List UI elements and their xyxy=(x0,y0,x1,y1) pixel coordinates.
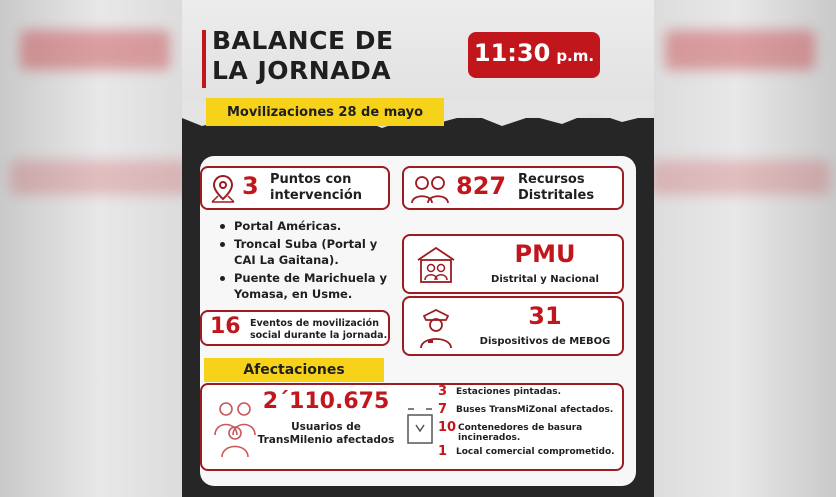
puntos-number: 3 xyxy=(242,172,259,200)
eventos-number: 16 xyxy=(210,314,241,339)
usuarios-label-line: Usuarios de xyxy=(291,421,361,433)
list-item xyxy=(438,422,622,446)
pmu-title: PMU xyxy=(514,240,576,268)
list-item: Puente de Marichuela y Yomasa, en Usme. xyxy=(220,270,390,302)
item-text: Local comercial comprometido. xyxy=(456,447,615,457)
list-item xyxy=(438,446,622,464)
afectaciones-banner: Afectaciones xyxy=(204,358,384,382)
usuarios-label-line: TransMilenio afectados xyxy=(257,434,395,446)
item-number: 1 xyxy=(438,444,448,459)
time-value: 11:30 xyxy=(473,39,551,67)
dispositivos-number: 31 xyxy=(528,302,562,330)
dispositivos-label: Dispositivos de MEBOG xyxy=(479,336,611,347)
item-text: Contenedores de basura incinerados. xyxy=(458,423,583,443)
item-text: Buses TransMiZonal afectados. xyxy=(456,405,614,415)
item-number: 10 xyxy=(438,420,457,435)
eventos-box xyxy=(200,310,390,346)
recursos-label-line: Recursos xyxy=(518,172,585,187)
dispositivos-box xyxy=(402,296,624,356)
blurred-shape xyxy=(650,160,830,195)
title-line: BALANCE DE xyxy=(212,26,394,55)
item-number: 7 xyxy=(438,402,448,417)
pmu-subtitle: Distrital y Nacional xyxy=(491,274,599,285)
eventos-label-line: social durante la jornada. xyxy=(250,330,388,341)
title-accent-bar xyxy=(202,30,206,88)
time-badge xyxy=(468,32,600,78)
afectaciones-list xyxy=(438,386,622,464)
list-item xyxy=(438,386,622,404)
crowd-icon xyxy=(212,395,258,459)
pmu-box xyxy=(402,234,624,294)
time-ampm: p.m. xyxy=(556,47,595,65)
puntos-label-line: Puntos con xyxy=(270,172,352,187)
item-number: 3 xyxy=(438,384,448,399)
recursos-label-line: Distritales xyxy=(518,188,595,203)
date-banner: Movilizaciones 28 de mayo xyxy=(206,98,444,126)
recursos-label xyxy=(518,172,594,204)
title-line: LA JORNADA xyxy=(212,56,392,85)
list-item xyxy=(438,404,622,422)
building-people-icon xyxy=(416,244,456,284)
list-item: Troncal Suba (Portal y CAI La Gaitana). xyxy=(220,236,390,268)
blurred-shape xyxy=(665,30,815,70)
puntos-label xyxy=(270,172,362,204)
page-title xyxy=(212,26,394,86)
blurred-shape xyxy=(10,160,190,195)
damage-icon xyxy=(406,407,434,447)
eventos-label xyxy=(250,318,387,342)
usuarios-number: 2´110.675 xyxy=(262,389,390,414)
police-officer-icon xyxy=(418,306,454,350)
locations-list xyxy=(220,218,390,304)
people-icon xyxy=(410,174,450,204)
puntos-label-line: intervención xyxy=(270,188,363,203)
puntos-box xyxy=(200,166,390,210)
list-item: Portal Américas. xyxy=(220,218,390,234)
map-pin-icon xyxy=(210,174,236,204)
blurred-shape xyxy=(20,30,170,70)
recursos-box xyxy=(402,166,624,210)
usuarios-label xyxy=(256,421,396,447)
recursos-number: 827 xyxy=(456,172,507,200)
item-text: Estaciones pintadas. xyxy=(456,387,562,397)
eventos-label-line: Eventos de movilización xyxy=(250,318,379,329)
